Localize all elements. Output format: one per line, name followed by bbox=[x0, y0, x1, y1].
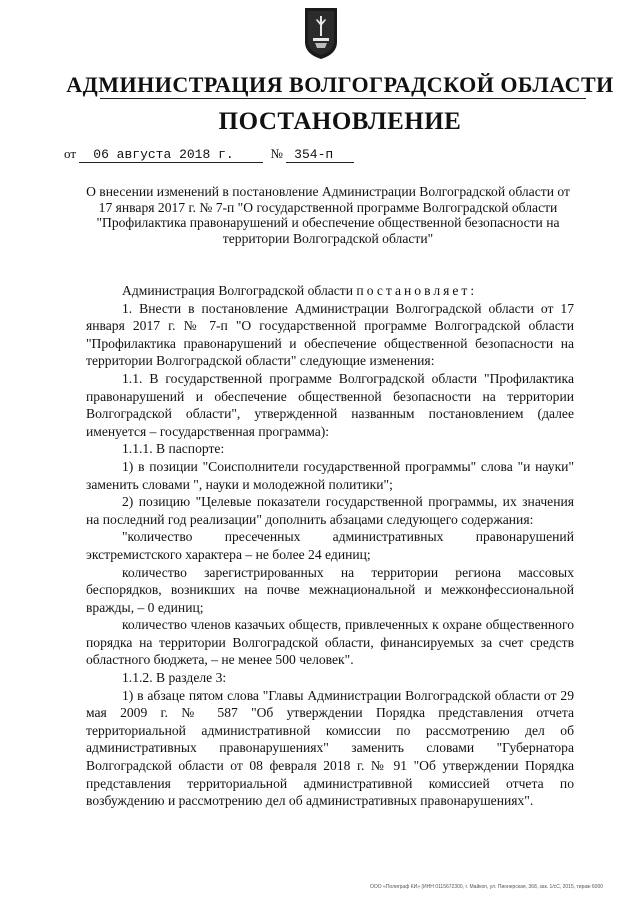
from-label: от bbox=[64, 146, 77, 161]
document-body bbox=[86, 282, 574, 810]
coat-of-arms-emblem bbox=[303, 6, 339, 60]
paragraph-indicator-3: количество членов казачьих обществ, привлеченных к охране общественного порядка на территории Волгоградской области, финансируемых за счет средств областного бюджета, – не менее 500 человек". bbox=[86, 617, 574, 668]
paragraph-1-1-2: 1.1.2. В разделе 3: bbox=[122, 670, 227, 686]
paragraph-indicator-1: "количество пресеченных административных правонарушений экстремистского характера – не более 24 единиц; bbox=[86, 529, 574, 562]
document-type-title: ПОСТАНОВЛЕНИЕ bbox=[218, 108, 462, 135]
document-date: 06 августа 2018 г. bbox=[79, 147, 263, 163]
document-number: 354-п bbox=[286, 147, 354, 163]
paragraph-indicator-2: количество зарегистрированных на территории региона массовых беспорядков, возникших на почве межнациональной и межконфессиональной вражды, – 0 единиц; bbox=[86, 564, 574, 615]
document-subject: О внесении изменений в постановление Администрации Волгоградской области от 17 января 2017 г. № 7-п "О государственной программе Волгоградской области "Профилактика правонарушений и обеспечение общественной безопасности на территории Волгоградской области" bbox=[86, 184, 570, 246]
paragraph-1-1-1: 1.1.1. В паспорте: bbox=[122, 441, 225, 457]
number-label: № bbox=[270, 146, 283, 161]
intro-text: Администрация Волгоградской области bbox=[122, 283, 357, 298]
paragraph-section-3-item-1: 1) в абзаце пятом слова "Главы Администрации Волгоградской области от 29 мая 2009 г. № 587 "Об утверждении Порядка представления отчета территориальной административной комиссии по рассмотрению дел об административных правонарушениях" заменить словами "Губернатора Волгоградской области от 08 февраля 2018 г. № 91 "Об утверждении Порядка представления территориальной административной комиссией отчета по возбуждению и рассмотрению дел об административных правонарушениях". bbox=[86, 687, 574, 809]
intro-paragraph bbox=[86, 282, 574, 300]
paragraph-item-2: 2) позицию "Целевые показатели государственной программы, их значения на последний год реализации" дополнить абзацами следующего содержания: bbox=[86, 494, 574, 527]
paragraph-item-1: 1) в позиции "Соисполнители государственной программы" слова "и науки" заменить словами ", науки и молодежной политики"; bbox=[86, 458, 574, 492]
paragraph-1: 1. Внести в постановление Администрации Волгоградской области от 17 января 2017 г. № 7-п "О государственной программе Волгоградской области "Профилактика правонарушений и обеспечение общественной безопасности на территории Волгоградской области" следующие изменения: bbox=[86, 300, 574, 369]
intro-decree-word: постановляет: bbox=[356, 283, 478, 298]
printer-footer: ООО «Полиграф КИ» (ИНН 0115672300, г. Майкоп, ул. Пионерская, 368, зак. 1/сС, 2015, тираж 6000 bbox=[370, 884, 604, 890]
heading-divider bbox=[100, 98, 586, 99]
paragraph-1-1: 1.1. В государственной программе Волгоградской области "Профилактика правонарушений и обеспечение общественной безопасности на территории Волгоградской области", утвержденной названным постановлением (далее именуется – государственная программа): bbox=[86, 370, 574, 439]
authority-heading: АДМИНИСТРАЦИЯ ВОЛГОГРАДСКОЙ ОБЛАСТИ bbox=[66, 72, 614, 97]
date-number-line bbox=[64, 146, 354, 163]
